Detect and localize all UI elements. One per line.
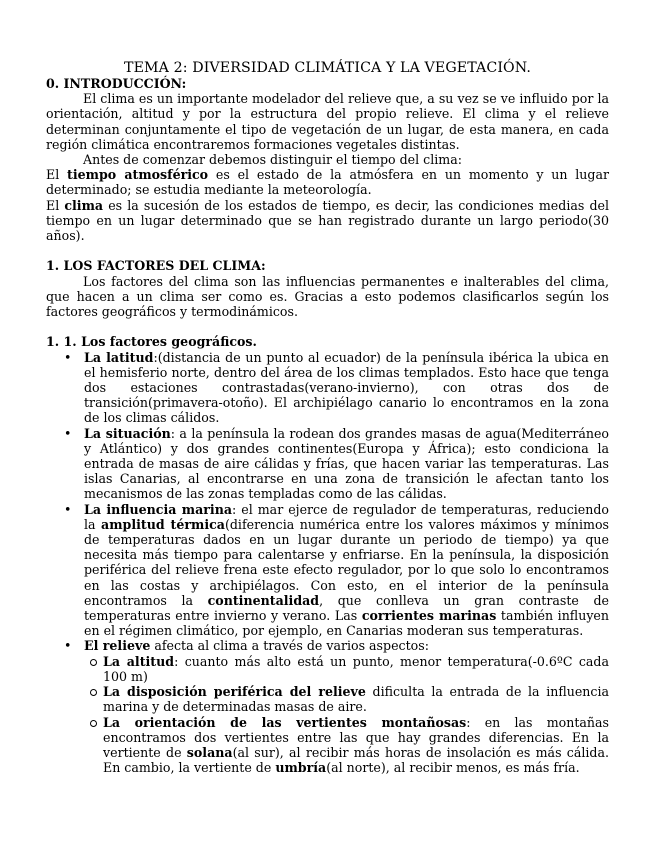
term-tiempo-atmosferico: tiempo atmosférico: [67, 167, 209, 183]
text-run: (al norte), al recibir menos, es más fría.: [326, 760, 580, 776]
intro-paragraph-clima: [46, 198, 609, 244]
term-altitud: La altitud: [103, 653, 175, 669]
section-1-paragraph: Los factores del clima son las influencias permanentes e inalterables del clima, que hacen a un clima ser como es. Gracias a esto podemos clasificarlos según los factores geográficos y termodinámicos.: [46, 273, 609, 320]
text-run: es la sucesión de los estados de tiempo, es decir, las condiciones medias del tiempo en un lugar determinado que se han registrado durante un largo periodo(30 años).: [46, 197, 609, 244]
text-run: , que conlleva un gran contraste de temperaturas entre invierno y verano. Las: [84, 592, 609, 624]
term-umbria: umbría: [275, 760, 327, 776]
section-1-heading: 1. LOS FACTORES DEL CLIMA:: [46, 258, 266, 274]
text-run: El: [46, 167, 68, 183]
text-run: : cuanto más alto está un punto, menor temperatura(-0.6ºC cada 100 m): [103, 653, 609, 684]
text-run: afecta al clima a través de varios aspectos:: [150, 638, 429, 654]
list-item-latitud: [84, 350, 609, 426]
intro-heading: 0. INTRODUCCIÓN:: [46, 76, 187, 91]
text-run: es el estado de la atmósfera en un momento y un lugar determinado; se estudia mediante la meteorología.: [46, 167, 609, 198]
text-run: : el mar ejerce de regulador de temperaturas, reduciendo la: [84, 501, 609, 532]
term-amplitud-termica: amplitud térmica: [101, 516, 225, 532]
sublist-item-disposicion: [103, 684, 609, 714]
document-title: TEMA 2: DIVERSIDAD CLIMÁTICA Y LA VEGETACIÓN.: [124, 60, 531, 76]
document-page: [46, 60, 609, 775]
intro-paragraph-tiempo: [46, 167, 609, 197]
list-item-relieve: [84, 638, 609, 775]
term-latitud: La latitud: [84, 349, 154, 365]
section-1-1-heading: 1. 1. Los factores geográficos.: [46, 334, 257, 350]
spacer: [46, 319, 609, 334]
factors-list: [46, 350, 609, 776]
text-run: (diferencia numérica entre los valores máximos y mínimos de temperaturas dados en un lugar durante un periodo de tiempo) ya que necesita más tiempo para calentarse y enfriarse. En la península, la disposición periférica del relieve frena este efecto regulador, por lo que solo lo encontramos en las costas y archipiélagos. Con esto, en el interior de la península encontramos la: [84, 516, 609, 608]
intro-paragraph-1: El clima es un importante modelador del relieve que, a su vez se ve influido por la orientación, altitud y por la estructura del propio relieve. El clima y el relieve determinan conjuntamente el tipo de vegetación de un lugar, de esta manera, en cada región climática encontraremos formaciones vegetales distintas.: [46, 91, 609, 152]
term-corrientes-marinas: corrientes marinas: [361, 608, 497, 624]
term-orientacion-vertientes: La orientación de las vertientes montañosas: [103, 714, 467, 730]
list-item-situacion: [84, 426, 609, 502]
intro-paragraph-2: Antes de comenzar debemos distinguir el tiempo del clima:: [83, 152, 462, 168]
text-run: dificulta la entrada de la influencia marina y de determinadas masas de aire.: [103, 684, 609, 715]
text-run: : en las montañas encontramos dos vertientes entre las que hay grandes diferencias. En la vertiente de: [103, 714, 609, 760]
text-run: también influyen en el régimen climático, por ejemplo, en Canarias moderan sus temperaturas.: [84, 608, 609, 639]
spacer: [46, 243, 609, 258]
relieve-sublist: [84, 654, 609, 776]
term-relieve: El relieve: [84, 638, 151, 654]
sublist-item-altitud: [103, 654, 609, 684]
list-item-influencia-marina: [84, 502, 609, 639]
text-run: (al sur), al recibir más horas de insolación es más cálida. En cambio, la vertiente de: [103, 744, 609, 776]
text-run: :(distancia de un punto al ecuador) de la península ibérica la ubica en el hemisferio norte, dentro del área de los climas templados. Esto hace que tenga dos estaciones contrastadas(verano-invierno), con otras dos de transición(primavera-otoño). El archipiélago canario lo encontramos en la zona de los climas cálidos.: [84, 349, 609, 426]
term-continentalidad: continentalidad: [207, 592, 320, 608]
term-situacion: La situación: [84, 425, 171, 441]
text-run: : a la península la rodean dos grandes masas de agua(Mediterráneo y Atlántico) y dos grandes continentes(Europa y África); esto condiciona la entrada de masas de aire cálidas y frías, que hacen variar las temperaturas. Las islas Canarias, al encontrarse en una zona de transición le afectan tanto los mecanismos de las zonas templadas como de las cálidas.: [84, 425, 609, 502]
text-run: El: [46, 197, 65, 213]
term-disposicion-periferica: La disposición periférica del relieve: [103, 684, 366, 700]
term-clima: clima: [64, 197, 104, 213]
term-influencia-marina: La influencia marina: [84, 501, 233, 517]
sublist-item-orientacion: [103, 715, 609, 776]
term-solana: solana: [186, 744, 233, 760]
